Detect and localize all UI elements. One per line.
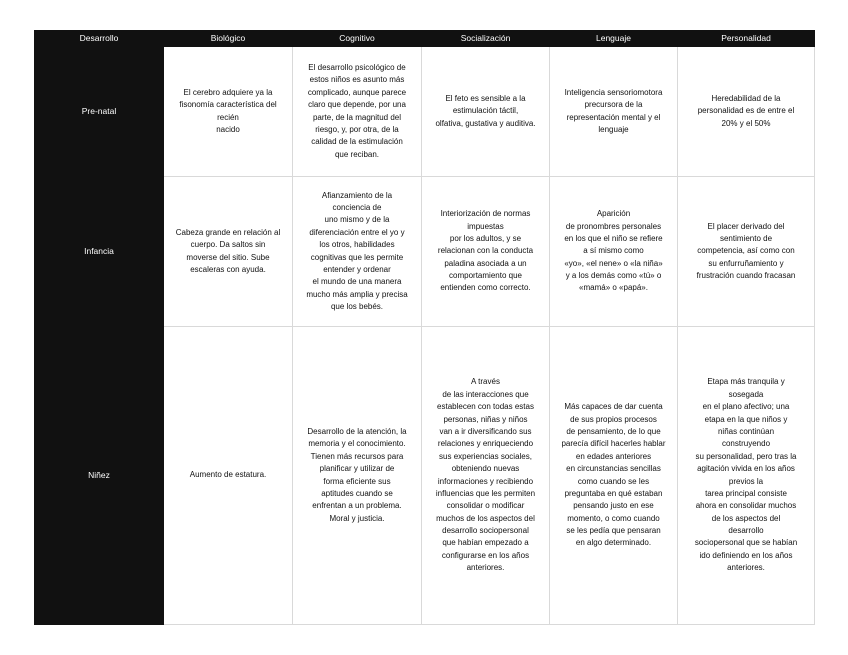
table-row xyxy=(35,47,815,177)
socializacion-cell: Interiorización de normas impuestas por los adultos, y se relacionan con la conducta paladina asociada a un comportamiento que entienden como correcto. xyxy=(422,177,550,327)
cognitivo-cell: El desarrollo psicológico de estos niños es asunto más complicado, aunque parece claro que depende, por una parte, de la magnitud del riesgo, y, por otra, de la calidad de la estimulación que reciban. xyxy=(293,47,422,177)
header-cognitivo: Cognitivo xyxy=(293,31,422,47)
biologico-cell: Aumento de estatura. xyxy=(164,327,293,625)
lenguaje-cell: Aparición de pronombres personales en los que el niño se refiere a sí mismo como «yo», «el nene» o «la niña» y a los demás como «tú» o «mamá» o «papá». xyxy=(550,177,678,327)
header-personalidad: Personalidad xyxy=(678,31,815,47)
socializacion-cell: A través de las interacciones que establecen con todas estas personas, niñas y niños van a ir diversificando sus relaciones y enriqueciendo sus experiencias sociales, obteniendo nuevas informaciones y recibiendo influencias que les permiten consolidar o modificar muchos de los aspectos del desarrollo sociopersonal que habían empezado a configurarse en los años anteriores. xyxy=(422,327,550,625)
stage-cell: Pre-natal xyxy=(35,47,164,177)
lenguaje-cell: Inteligencia sensoriomotora precursora de la representación mental y el lenguaje xyxy=(550,47,678,177)
personalidad-cell: Heredabilidad de la personalidad es de entre el 20% y el 50% xyxy=(678,47,815,177)
header-socializacion: Socialización xyxy=(422,31,550,47)
cognitivo-cell: Desarrollo de la atención, la memoria y el conocimiento. Tienen más recursos para planificar y utilizar de forma eficiente sus aptitudes cuando se enfrentan a un problema. Moral y justicia. xyxy=(293,327,422,625)
personalidad-cell: El placer derivado del sentimiento de competencia, así como con su enfurruñamiento y frustración cuando fracasan xyxy=(678,177,815,327)
cognitivo-cell: Afianzamiento de la conciencia de uno mismo y de la diferenciación entre el yo y los otros, habilidades cognitivas que les permite entender y ordenar el mundo de una manera mucho más amplia y precisa que los bebés. xyxy=(293,177,422,327)
header-biologico: Biológico xyxy=(164,31,293,47)
stage-cell: Infancia xyxy=(35,177,164,327)
table-row xyxy=(35,327,815,625)
stage-cell: Niñez xyxy=(35,327,164,625)
header-row xyxy=(35,31,815,47)
table-row xyxy=(35,177,815,327)
biologico-cell: Cabeza grande en relación al cuerpo. Da saltos sin moverse del sitio. Sube escaleras con ayuda. xyxy=(164,177,293,327)
personalidad-cell: Etapa más tranquila y sosegada en el plano afectivo; una etapa en la que niños y niñas continúan construyendo su personalidad, pero tras la agitación vivida en los años previos la tarea principal consiste ahora en consolidar muchos de los aspectos del desarrollo sociopersonal que se habían ido definiendo en los años anteriores. xyxy=(678,327,815,625)
lenguaje-cell: Más capaces de dar cuenta de sus propios procesos de pensamiento, de lo que parecía difícil hacerles hablar en edades anteriores en circunstancias sencillas como cuando se les preguntaba en qué estaban pensando justo en ese momento, o como cuando se les pedía que pensaran en algo determinado. xyxy=(550,327,678,625)
header-lenguaje: Lenguaje xyxy=(550,31,678,47)
development-table xyxy=(34,30,815,625)
socializacion-cell: El feto es sensible a la estimulación táctil, olfativa, gustativa y auditiva. xyxy=(422,47,550,177)
biologico-cell: El cerebro adquiere ya la fisonomía característica del recién nacido xyxy=(164,47,293,177)
header-desarrollo: Desarrollo xyxy=(35,31,164,47)
